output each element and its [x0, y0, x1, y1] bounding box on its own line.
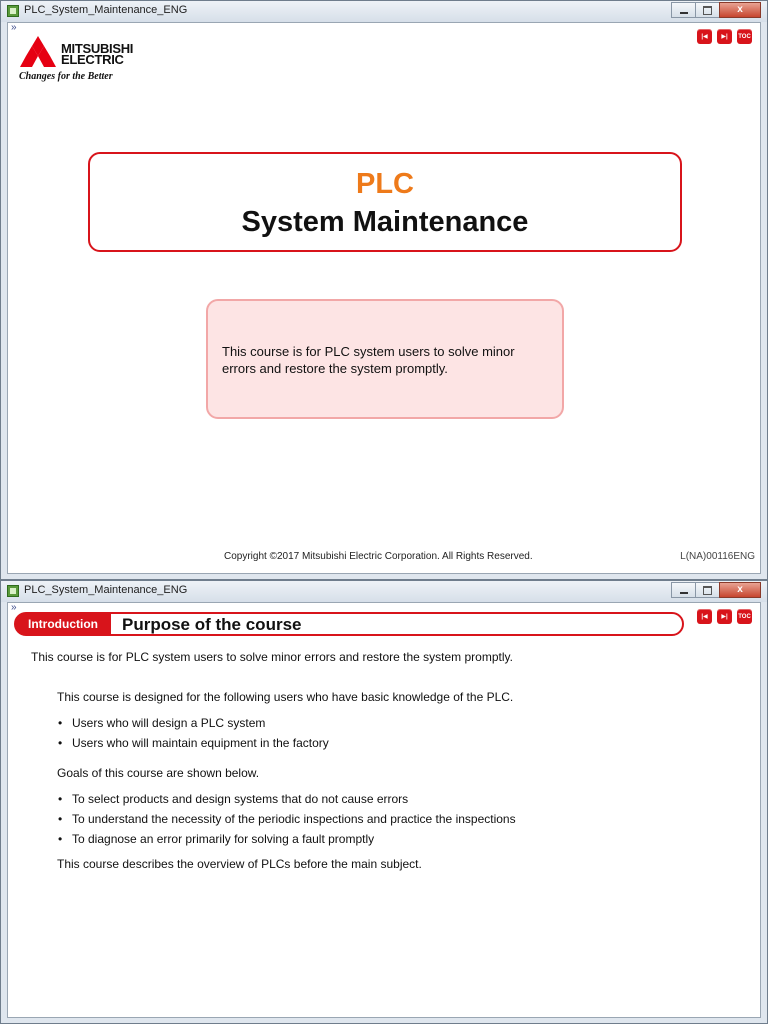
close-button[interactable]: x: [719, 2, 761, 18]
logo-text-line1: MITSUBISHI: [61, 41, 134, 56]
course-title-plc: PLC: [356, 168, 414, 200]
course-description-box: [206, 299, 564, 419]
maximize-button[interactable]: [695, 582, 720, 598]
first-page-button[interactable]: [697, 29, 712, 44]
toc-button[interactable]: [737, 29, 752, 44]
goals-list: [57, 789, 516, 849]
minimize-button[interactable]: [671, 582, 696, 598]
navigation-buttons: [697, 609, 752, 624]
minimize-icon: [680, 7, 688, 14]
navigation-buttons: [697, 29, 752, 44]
three-diamonds-icon: [18, 35, 58, 69]
expand-icon[interactable]: »: [11, 602, 17, 613]
course-code: L(NA)00116ENG: [680, 551, 755, 562]
copyright-text: Copyright ©2017 Mitsubishi Electric Corporation. All Rights Reserved.: [224, 551, 533, 562]
course-content: [7, 602, 761, 1018]
course-title-box: [88, 152, 682, 252]
list-item: • Users who will maintain equipment in the factory: [57, 733, 329, 753]
window-title: PLC_System_Maintenance_ENG: [24, 4, 188, 16]
goals-intro: Goals of this course are shown below.: [57, 766, 260, 780]
window-controls: [672, 582, 761, 600]
window-titlebar[interactable]: [1, 1, 767, 22]
expand-icon[interactable]: »: [11, 22, 17, 33]
skip-forward-icon: ▶|: [721, 614, 728, 620]
logo-text-line2: ELECTRIC: [61, 52, 124, 67]
last-page-button[interactable]: [717, 609, 732, 624]
course-description: This course is for PLC system users to solve minor errors and restore the system promptly.: [222, 344, 515, 376]
window-title: PLC_System_Maintenance_ENG: [24, 584, 188, 596]
maximize-button[interactable]: [695, 2, 720, 18]
list-item: • To understand the necessity of the periodic inspections and practice the inspections: [57, 809, 516, 829]
minimize-icon: [680, 587, 688, 594]
toc-icon: TOC: [738, 613, 751, 620]
section-tag: Introduction: [15, 613, 111, 635]
section-header: [14, 612, 684, 636]
course-intro-window: [0, 580, 768, 1024]
logo-tagline: Changes for the Better: [19, 71, 113, 82]
section-title: Purpose of the course: [122, 615, 302, 634]
skip-back-icon: |◀: [701, 614, 708, 620]
app-icon: [7, 5, 19, 17]
course-content: [7, 22, 761, 574]
minimize-button[interactable]: [671, 2, 696, 18]
close-button[interactable]: x: [719, 582, 761, 598]
maximize-icon: [703, 586, 712, 595]
lead-text: This course is for PLC system users to solve minor errors and restore the system promptly.: [31, 650, 513, 664]
window-controls: [672, 2, 761, 20]
users-intro: This course is designed for the following users who have basic knowledge of the PLC.: [57, 690, 514, 704]
mitsubishi-logo: [18, 35, 143, 85]
toc-icon: TOC: [738, 33, 751, 40]
list-item: • Users who will design a PLC system: [57, 713, 329, 733]
list-item: • To select products and design systems that do not cause errors: [57, 789, 516, 809]
skip-back-icon: |◀: [701, 34, 708, 40]
window-titlebar[interactable]: [1, 581, 767, 602]
closing-text: This course describes the overview of PLCs before the main subject.: [57, 857, 422, 871]
list-item: • To diagnose an error primarily for solving a fault promptly: [57, 829, 516, 849]
app-icon: [7, 585, 19, 597]
toc-button[interactable]: [737, 609, 752, 624]
target-users-list: [57, 713, 329, 753]
course-title-main: System Maintenance: [241, 206, 529, 238]
last-page-button[interactable]: [717, 29, 732, 44]
first-page-button[interactable]: [697, 609, 712, 624]
skip-forward-icon: ▶|: [721, 34, 728, 40]
maximize-icon: [703, 6, 712, 15]
